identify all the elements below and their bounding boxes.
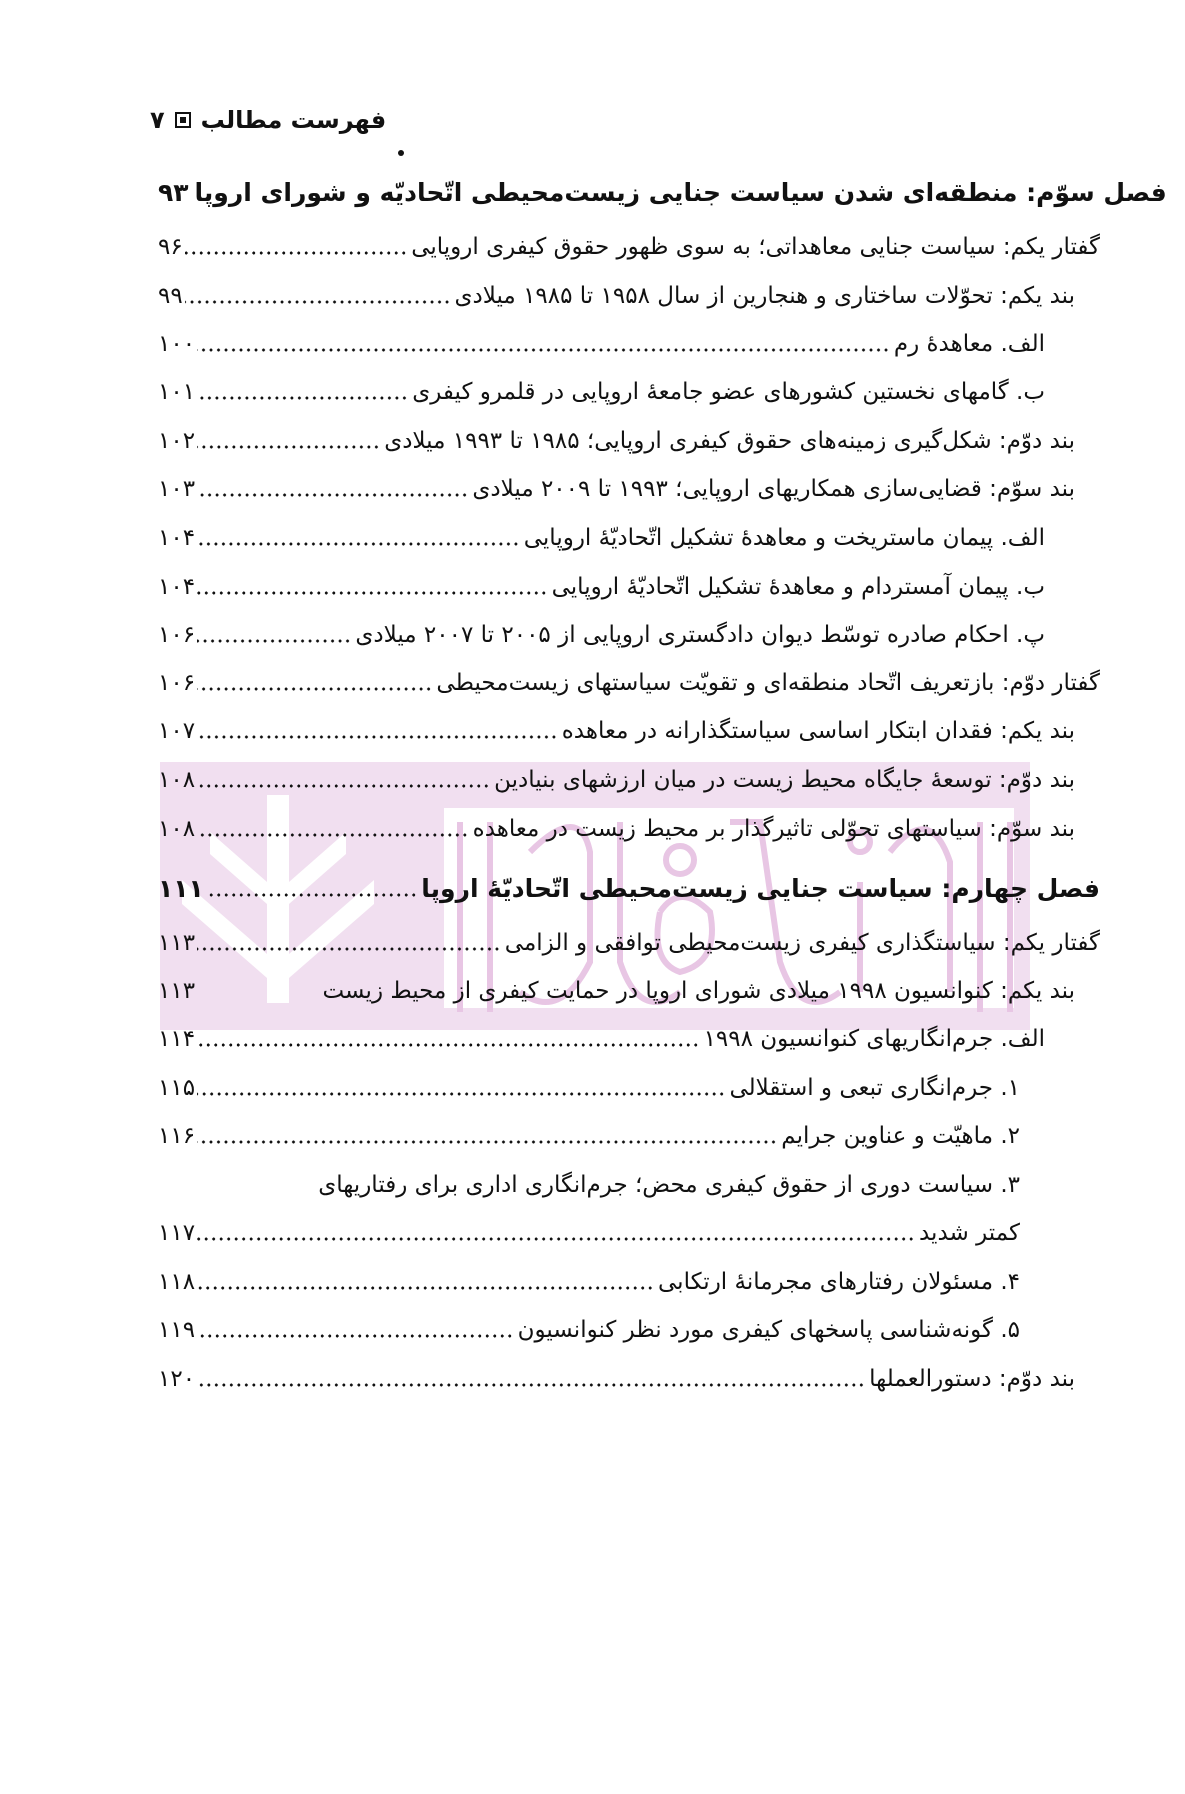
toc-entry-numbered[interactable] xyxy=(158,1113,1020,1153)
toc-label: بند یکم: کنوانسیون ۱۹۹۸ میلادی شورای اروپا در حمایت کیفری از محیط زیست xyxy=(322,978,1075,1004)
toc-label: الف. پیمان ماستریخت و معاهدهٔ تشکیل اتّحادیّهٔ اروپایی xyxy=(523,525,1045,551)
dot-leader xyxy=(197,1334,514,1338)
toc-entry-item[interactable] xyxy=(158,564,1045,604)
toc-page-number: ۹۳ xyxy=(158,178,189,207)
toc-entry-section[interactable] xyxy=(158,660,1100,700)
toc-entry-chapter[interactable] xyxy=(158,170,1167,210)
toc-entry-item[interactable] xyxy=(158,369,1045,409)
toc-entry-subsection[interactable] xyxy=(158,968,1075,1008)
dot-leader xyxy=(197,784,490,788)
toc-page-number: ۱۱۳ xyxy=(158,930,196,956)
toc-page-number: ۱۰۲ xyxy=(158,428,196,454)
toc-label: گفتار یکم: سیاستگذاری کیفری زیست‌محیطی توافقی و الزامی xyxy=(504,930,1100,956)
toc-entry-subsection[interactable] xyxy=(158,466,1075,506)
toc-page-number: ۹۶ xyxy=(158,234,183,260)
toc-entry-numbered[interactable] xyxy=(158,1259,1020,1299)
toc-page-number: ۱۰۴ xyxy=(158,525,196,551)
toc-label: کمتر شدید xyxy=(918,1220,1020,1246)
toc-page-number: ۱۱۷ xyxy=(158,1220,196,1246)
toc-page-number: ۹۹ xyxy=(158,283,183,309)
dot-leader xyxy=(197,947,501,951)
dot-leader xyxy=(206,893,417,897)
toc-page-number: ۱۱۹ xyxy=(158,1317,196,1343)
toc-page-number: ۱۱۴ xyxy=(158,1026,196,1052)
toc-page-number: ۱۰۶ xyxy=(158,622,196,648)
toc-label: ۱. جرم‌انگاری تبعی و استقلالی xyxy=(729,1075,1020,1101)
toc-label: گفتار دوّم: بازتعریف اتّحاد منطقه‌ای و تقویّت سیاستهای زیست‌محیطی xyxy=(436,670,1100,696)
toc-page-number: ۱۱۵ xyxy=(158,1075,196,1101)
toc-label: بند دوّم: شکل‌گیری زمینه‌های حقوق کیفری اروپایی؛ ۱۹۸۵ تا ۱۹۹۳ میلادی xyxy=(384,428,1075,454)
toc-label: بند دوّم: توسعهٔ جایگاه محیط زیست در میان ارزشهای بنیادین xyxy=(494,767,1075,793)
dot-leader xyxy=(197,1140,777,1144)
toc-page-number: ۱۰۴ xyxy=(158,574,196,600)
toc-label: فصل چهارم: سیاست جنایی زیست‌محیطی اتّحادیّهٔ اروپا xyxy=(421,874,1100,903)
toc-page-number: ۱۲۰ xyxy=(158,1366,196,1392)
toc-label: بند سوّم: سیاستهای تحوّلی تاثیرگذار بر محیط زیست در معاهده xyxy=(472,816,1075,842)
dot-leader xyxy=(197,445,380,449)
dot-leader xyxy=(185,251,407,255)
toc-label: بند دوّم: دستورالعملها xyxy=(869,1366,1075,1392)
toc-label: الف. جرم‌انگاریهای کنوانسیون ۱۹۹۸ xyxy=(703,1026,1045,1052)
dot-leader xyxy=(185,300,451,304)
dot-leader xyxy=(197,687,432,691)
dot-leader xyxy=(197,833,469,837)
dot-leader xyxy=(197,396,408,400)
toc-entry-subsection[interactable] xyxy=(158,273,1075,313)
toc-entry-numbered[interactable] xyxy=(158,1307,1020,1347)
toc-page-number: ۱۰۳ xyxy=(158,476,196,502)
toc-page-number: ۱۱۳ xyxy=(158,978,196,1004)
toc-label: ۲. ماهیّت و عناوین جرایم xyxy=(781,1123,1020,1149)
dot-leader xyxy=(197,639,351,643)
toc-label: فصل سوّم: منطقه‌ای شدن سیاست جنایی زیست‌محیطی اتّحادیّه و شورای اروپا xyxy=(194,178,1167,207)
toc-label: بند یکم: تحوّلات ساختاری و هنجارین از سال ۱۹۵۸ تا ۱۹۸۵ میلادی xyxy=(454,283,1075,309)
toc-entry-item[interactable] xyxy=(158,1016,1045,1056)
toc-entry-item[interactable] xyxy=(158,612,1045,652)
toc-page-number: ۱۱۱ xyxy=(158,874,204,903)
toc-page-number: ۱۰۸ xyxy=(158,816,196,842)
dot-leader xyxy=(197,493,468,497)
toc-page-number: ۱۰۱ xyxy=(158,379,196,405)
dot-leader xyxy=(197,542,520,546)
toc-label: بند سوّم: قضایی‌سازی همکاریهای اروپایی؛ ۱۹۹۳ تا ۲۰۰۹ میلادی xyxy=(472,476,1075,502)
dot-leader xyxy=(197,1237,915,1241)
toc-entry-numbered[interactable] xyxy=(158,1065,1020,1105)
toc-page-number: ۱۰۶ xyxy=(158,670,196,696)
toc-label: ۴. مسئولان رفتارهای مجرمانهٔ ارتکابی xyxy=(658,1269,1020,1295)
toc-page-number: ۱۰۰ xyxy=(158,331,196,357)
toc-label: گفتار یکم: سیاست جنایی معاهداتی؛ به سوی ظهور حقوق کیفری اروپایی xyxy=(411,234,1100,260)
toc-entry-item[interactable] xyxy=(158,321,1045,361)
toc-entry-numbered-continuation[interactable] xyxy=(158,1210,1020,1250)
dot-leader xyxy=(197,348,890,352)
toc-page-number: ۱۰۸ xyxy=(158,767,196,793)
toc-entry-subsection[interactable] xyxy=(158,757,1075,797)
header-page-number: ۷ xyxy=(150,106,165,134)
toc-label: ۳. سیاست دوری از حقوق کیفری محض؛ جرم‌انگاری اداری برای رفتاریهای xyxy=(318,1172,1020,1198)
toc-page-number: ۱۱۶ xyxy=(158,1123,196,1149)
toc-label: پ. احکام صادره توسّط دیوان دادگستری اروپایی از ۲۰۰۵ تا ۲۰۰۷ میلادی xyxy=(355,622,1045,648)
dot-leader xyxy=(197,735,558,739)
dot-leader xyxy=(197,591,548,595)
toc-entry-chapter[interactable] xyxy=(158,866,1100,906)
toc-label: بند یکم: فقدان ابتکار اساسی سیاستگذارانه در معاهده xyxy=(561,718,1075,744)
toc-entry-section[interactable] xyxy=(158,920,1100,960)
toc-label: الف. معاهدهٔ رم xyxy=(893,331,1045,357)
dot-leader xyxy=(197,1092,725,1096)
toc-entry-subsection[interactable] xyxy=(158,418,1075,458)
toc-entry-item[interactable] xyxy=(158,515,1045,555)
toc-label: ب. گامهای نخستین کشورهای عضو جامعهٔ اروپایی در قلمرو کیفری xyxy=(412,379,1045,405)
toc-entry-section[interactable] xyxy=(158,224,1100,264)
dot-leader xyxy=(197,1043,700,1047)
toc-page-number: ۱۱۸ xyxy=(158,1269,196,1295)
toc-label: ب. پیمان آمستردام و معاهدهٔ تشکیل اتّحادیّهٔ اروپایی xyxy=(551,574,1045,600)
dot-leader xyxy=(197,1383,865,1387)
toc-label: ۵. گونه‌شناسی پاسخهای کیفری مورد نظر کنوانسیون xyxy=(517,1317,1020,1343)
toc-entry-subsection[interactable] xyxy=(158,1356,1075,1396)
toc-entry-numbered[interactable] xyxy=(158,1162,1020,1202)
toc-page-number: ۱۰۷ xyxy=(158,718,196,744)
dot-leader xyxy=(197,1286,654,1290)
header-title: فهرست مطالب xyxy=(200,106,387,134)
toc-entry-subsection[interactable] xyxy=(158,708,1075,748)
toc-entry-subsection[interactable] xyxy=(158,806,1075,846)
